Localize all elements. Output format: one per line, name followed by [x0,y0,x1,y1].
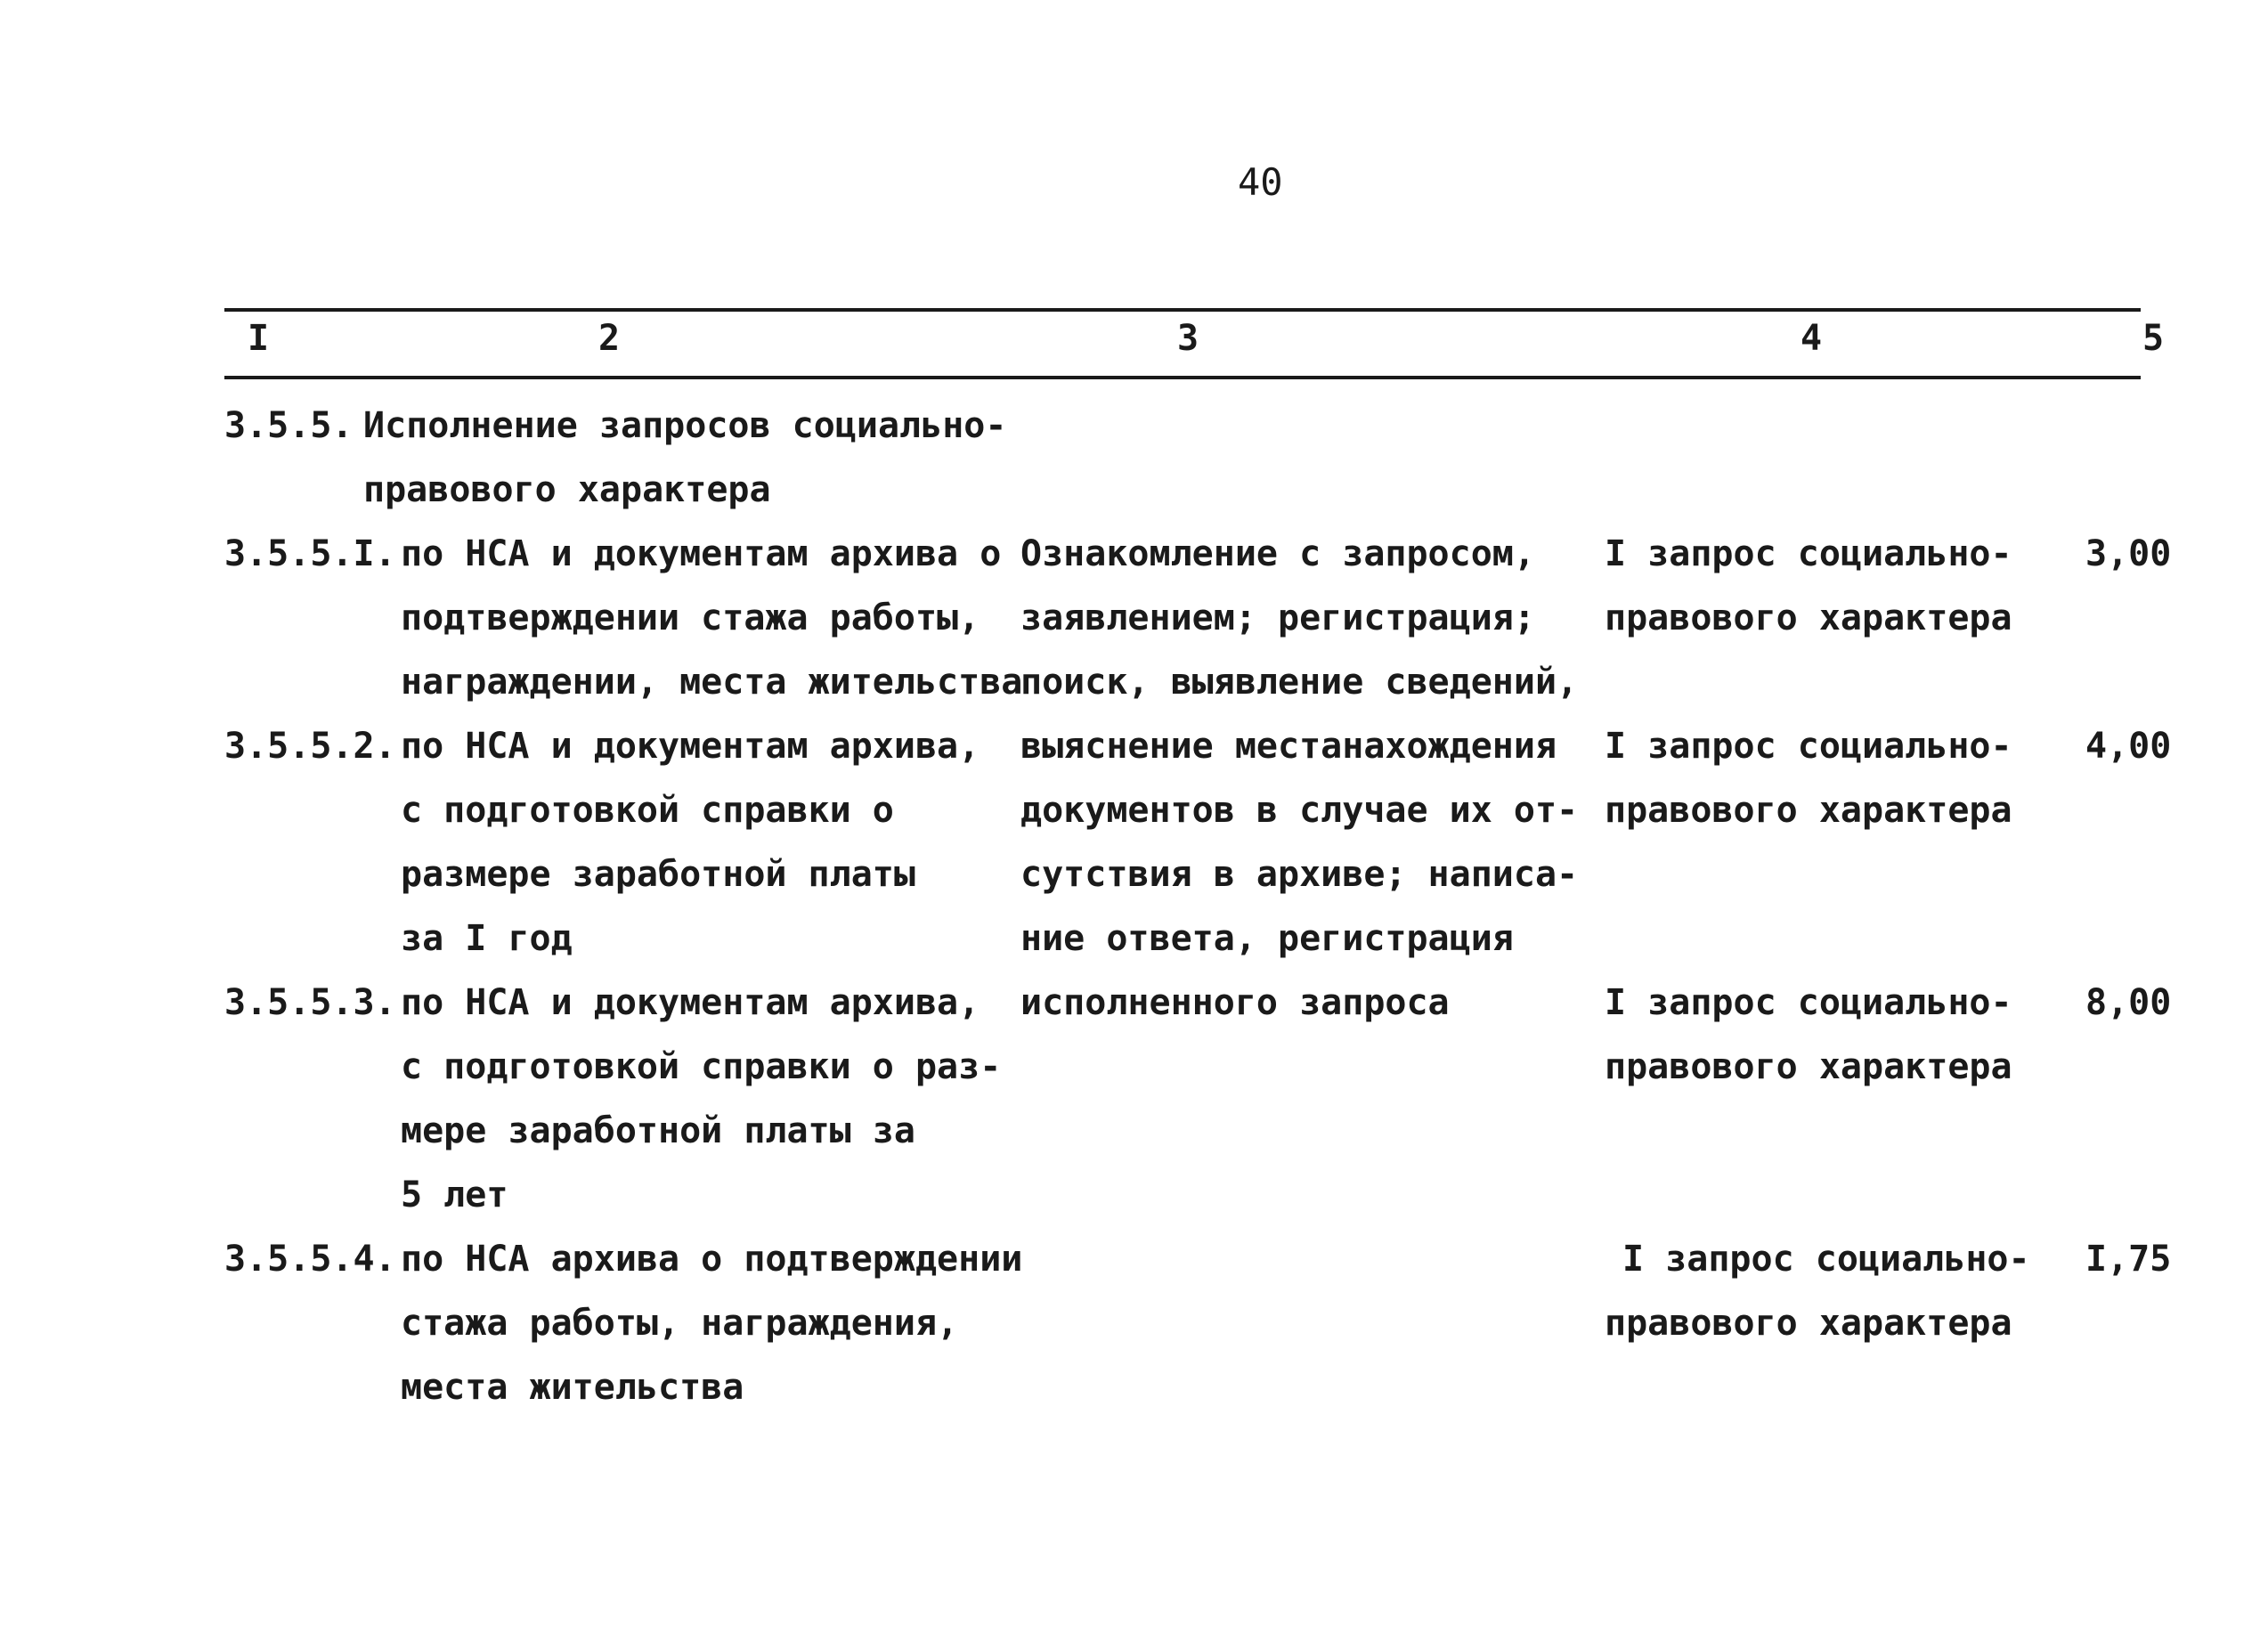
row-description-line: стажа работы, награждения, [401,1303,959,1344]
work-content-line: заявлением; регистрация; [1020,597,1535,638]
row-unit-line: правового характера [1605,597,2012,638]
row-description-line: 5 лет [401,1175,508,1215]
work-content-line: документов в случае их от- [1020,790,1579,831]
work-content-line: ние ответа, регистрация [1020,918,1514,959]
row-description-line: подтверждении стажа работы, [401,597,980,638]
row-unit-line: I запрос социально- [1605,533,2012,574]
row-unit-line: I запрос социально- [1622,1239,2030,1280]
section-code: 3.5.5. [224,405,354,446]
header-col-4: 4 [1801,318,1823,359]
row-code: 3.5.5.3. [224,982,396,1023]
page-number: 40 [1238,160,1283,204]
section-title-line-2: правового характера [363,469,771,510]
header-col-5: 5 [2142,318,2165,359]
header-col-3: 3 [1177,318,1199,359]
section-title-line-1: Исполнение запросов социально- [363,405,1007,446]
work-content-line: исполненного запроса [1020,982,1450,1023]
row-description-line: по НСА и документам архива, [401,982,980,1023]
row-code: 3.5.5.I. [224,533,396,574]
row-description-line: с подготовкой справки о раз- [401,1046,1002,1087]
row-unit-line: I запрос социально- [1605,726,2012,767]
work-content-line: сутствия в архиве; написа- [1020,854,1579,895]
row-description-line: награждении, места жительства [401,662,1023,703]
row-code: 3.5.5.4. [224,1239,396,1280]
row-description-line: по НСА и документам архива, [401,726,980,767]
table-top-rule [224,308,2141,312]
row-description-line: за I год [401,918,573,959]
row-unit-line: правового характера [1605,1046,2012,1087]
row-description-line: мере заработной платы за [401,1110,915,1151]
row-norm: I,75 [2085,1239,2172,1280]
row-code: 3.5.5.2. [224,726,396,767]
row-description-line: с подготовкой справки о [401,790,894,831]
row-description-line: размере заработной платы [401,854,915,895]
work-content-line: выяснение местанахождения [1020,726,1557,767]
row-unit-line: правового характера [1605,790,2012,831]
row-unit-line: I запрос социально- [1605,982,2012,1023]
row-norm: 8,00 [2085,982,2172,1023]
row-norm: 3,00 [2085,533,2172,574]
work-content-line: Ознакомление с запросом, [1020,533,1535,574]
row-unit-line: правового характера [1605,1303,2012,1344]
row-description-line: места жительства [401,1367,744,1408]
work-content-line: поиск, выявление сведений, [1020,662,1579,703]
row-description-line: по НСА и документам архива о [401,533,1002,574]
row-description-line: по НСА архива о подтверждении [401,1239,1023,1280]
header-col-1: I [248,318,270,359]
header-col-2: 2 [598,318,621,359]
row-norm: 4,00 [2085,726,2172,767]
table-header-rule [224,376,2141,379]
